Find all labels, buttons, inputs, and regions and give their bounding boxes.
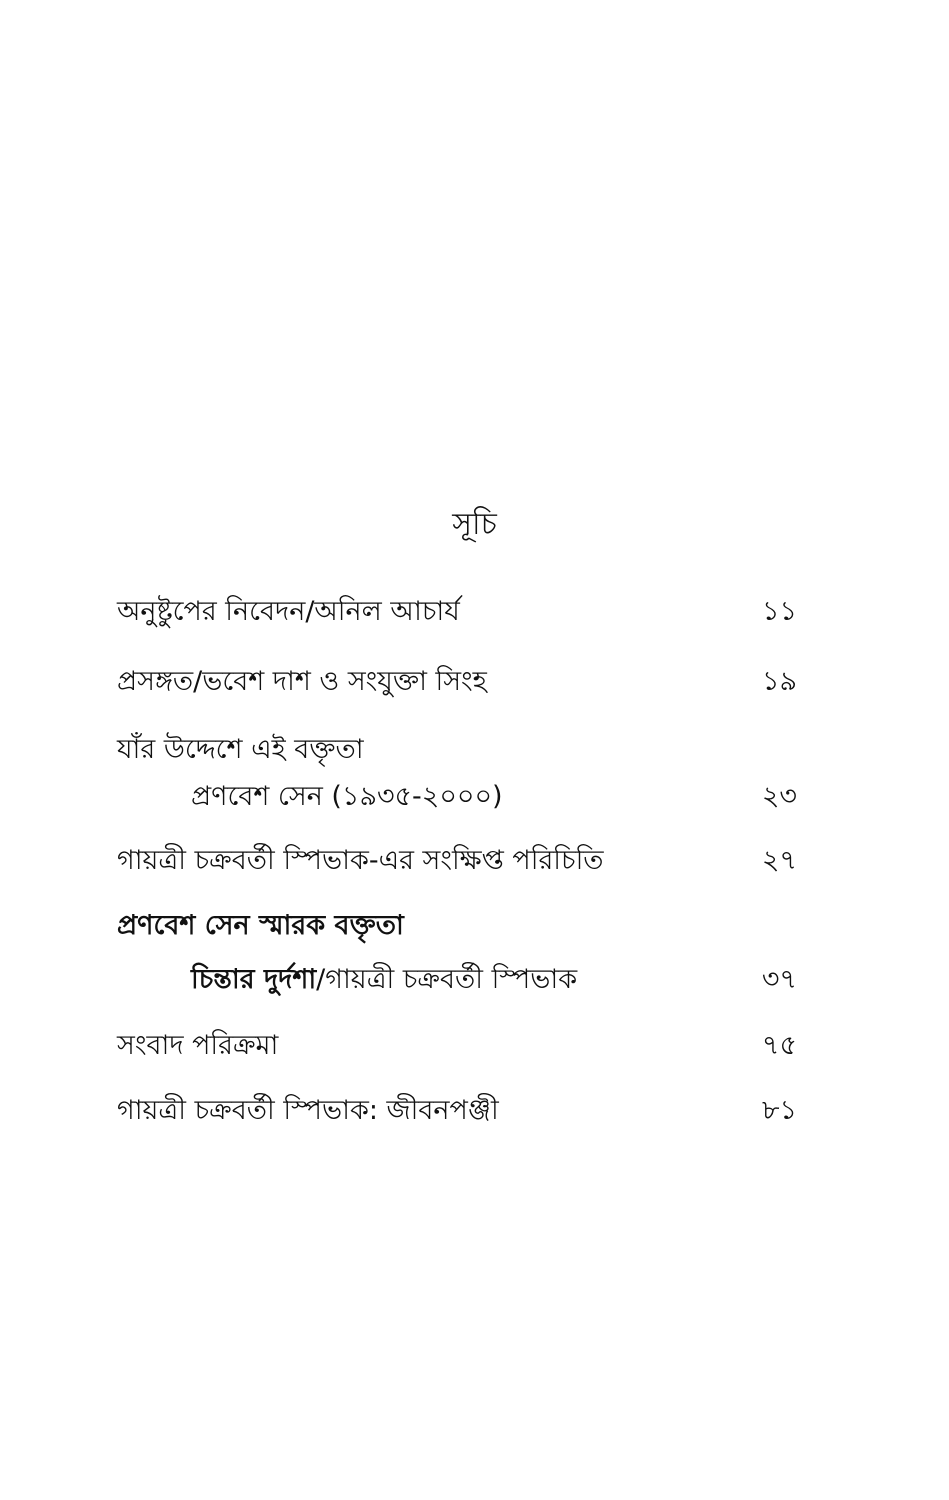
toc-entry-title-bold: চিন্তার দুর্দশা — [191, 964, 317, 995]
toc-entry-title: প্রণবেশ সেন (১৯৩৫-২০০০) — [191, 781, 503, 812]
toc-entry — [117, 775, 797, 819]
toc-entry-page: ৭৫ — [761, 1030, 797, 1061]
toc-entry-title: গায়ত্রী চক্রবর্তী স্পিভাক-এর সংক্ষিপ্ত পরিচিতি — [117, 845, 604, 876]
toc-entry — [117, 660, 797, 704]
toc-entry-title: সংবাদ পরিক্রমা — [117, 1030, 279, 1061]
toc-entry — [117, 839, 797, 883]
toc-entry-title: যাঁর উদ্দেশে এই বক্তৃতা — [117, 734, 364, 765]
toc-entry-page: ১১ — [761, 596, 797, 627]
toc-entry-title-author: /গায়ত্রী চক্রবর্তী স্পিভাক — [316, 964, 578, 995]
toc-heading — [0, 505, 949, 545]
toc-entry-title: অনুষ্টুপের নিবেদন/অনিল আচার্য — [117, 596, 460, 627]
toc-entry — [117, 1024, 797, 1068]
toc-entry-page: ২৩ — [761, 781, 797, 812]
toc-section-title: প্রণবেশ সেন স্মারক বক্তৃতা — [117, 910, 404, 941]
toc-entry — [117, 728, 797, 772]
toc-entry-title — [191, 958, 577, 1002]
toc-entry-page: ৩৭ — [761, 964, 797, 995]
toc-heading-text: সূচি — [452, 507, 497, 542]
toc-entry-page: ৮১ — [761, 1095, 797, 1126]
toc-entry — [117, 1089, 797, 1133]
toc-entry-title: গায়ত্রী চক্রবর্তী স্পিভাক: জীবনপঞ্জী — [117, 1095, 499, 1126]
toc-section-heading — [117, 904, 797, 948]
toc-entry — [117, 590, 797, 634]
toc-entry-page: ২৭ — [761, 845, 797, 876]
toc-entry — [117, 958, 797, 1002]
toc-entry-page: ১৯ — [761, 666, 797, 697]
toc-entry-title: প্রসঙ্গত/ভবেশ দাশ ও সংযুক্তা সিংহ — [117, 666, 487, 697]
